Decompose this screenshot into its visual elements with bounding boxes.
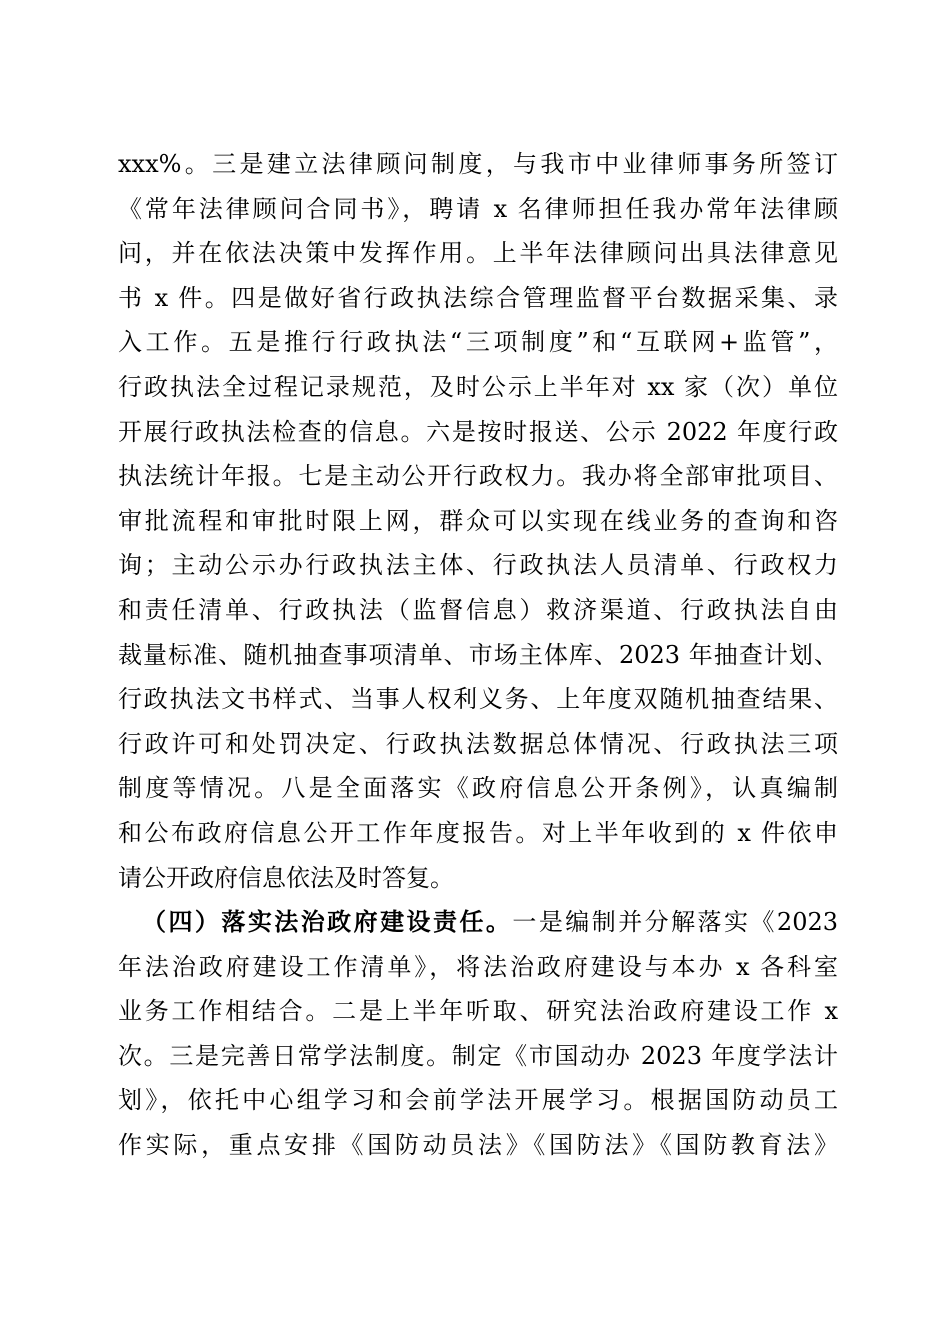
paragraph-line: 执法统计年报。七是主动公开行政权力。我办将全部审批项目、 (118, 462, 838, 491)
paragraph-line: 入工作。五是推行行政执法“三项制度”和“互联网+监管”， (118, 328, 838, 357)
paragraph-line: 裁量标准、随机抽查事项清单、市场主体库、2023 年抽查计划、 (118, 640, 838, 669)
paragraph-line: 制度等情况。八是全面落实《政府信息公开条例》，认真编制 (118, 774, 838, 803)
section-heading: （四）落实法治政府建设责任。 (142, 907, 513, 937)
paragraph-line: 开展行政执法检查的信息。六是按时报送、公示 2022 年度行政 (118, 417, 838, 446)
paragraph-line: 划》，依托中心组学习和会前学法开展学习。根据国防动员工 (118, 1086, 838, 1115)
paragraph-line: 行政执法文书样式、当事人权利义务、上年度双随机抽查结果、 (118, 685, 838, 714)
paragraph-line: 作实际，重点安排《国防动员法》《国防法》《国防教育法》 (118, 1131, 838, 1160)
paragraph-line-text: 一是编制并分解落实《2023 (512, 908, 838, 937)
paragraph-line: xxx%。三是建立法律顾问制度，与我市中业律师事务所签订 (118, 150, 838, 178)
paragraph-line: 行政许可和处罚决定、行政执法数据总体情况、行政执法三项 (118, 729, 838, 758)
paragraph-line: 次。三是完善日常学法制度。制定《市国动办 2023 年度学法计 (118, 1041, 838, 1070)
paragraph-line: 年法治政府建设工作清单》，将法治政府建设与本办 x 各科室 (118, 952, 838, 981)
paragraph-line: 和责任清单、行政执法（监督信息）救济渠道、行政执法自由 (118, 595, 838, 624)
paragraph-line: 和公布政府信息公开工作年度报告。对上半年收到的 x 件依申 (118, 818, 838, 847)
paragraph-line: 请公开政府信息依法及时答复。 (118, 863, 454, 892)
paragraph-1 (118, 142, 838, 900)
document-body (118, 142, 838, 1168)
paragraph-line: 行政执法全过程记录规范，及时公示上半年对 xx 家（次）单位 (118, 372, 838, 401)
paragraph-line: 问，并在依法决策中发挥作用。上半年法律顾问出具法律意见 (118, 239, 838, 268)
paragraph-2 (118, 900, 838, 1168)
paragraph-line: 书 x 件。四是做好省行政执法综合管理监督平台数据采集、录 (118, 283, 838, 312)
paragraph-line: 询；主动公示办行政执法主体、行政执法人员清单、行政权力 (118, 551, 838, 580)
paragraph-line: 审批流程和审批时限上网，群众可以实现在线业务的查询和咨 (118, 506, 838, 535)
paragraph-line: 《常年法律顾问合同书》，聘请 x 名律师担任我办常年法律顾 (118, 194, 838, 223)
paragraph-first-line (118, 900, 838, 945)
paragraph-line: 业务工作相结合。二是上半年听取、研究法治政府建设工作 x (118, 997, 838, 1026)
